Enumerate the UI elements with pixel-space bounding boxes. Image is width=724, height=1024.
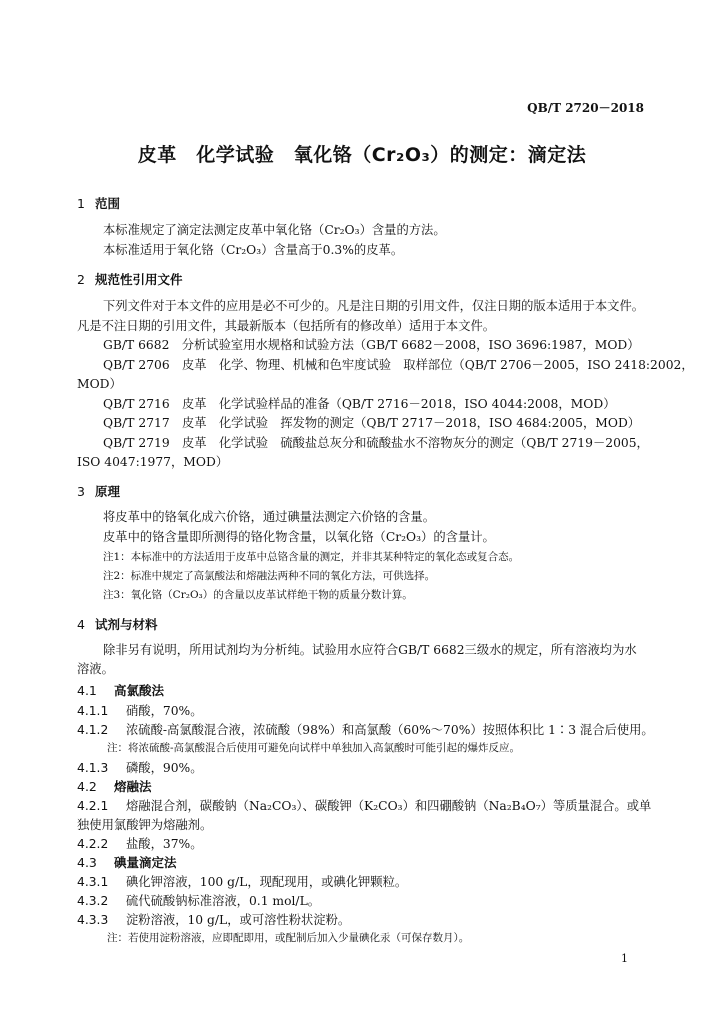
item-number: 4.1.1 (77, 704, 109, 718)
item-text: 硫代硫酸钠标准溶液，0.1 mol/L。 (126, 894, 321, 908)
subsection-number: 4.1 (77, 683, 97, 698)
note-4-1-2: 注：将浓硫酸-高氯酸混合后使用可避免向试样中单独加入高氯酸时可能引起的爆炸反应。 (107, 742, 521, 754)
subsection-title: 熔融法 (114, 779, 152, 794)
section-number: 2 (77, 272, 85, 287)
page-number: 1 (621, 952, 628, 965)
subsection-4-2-heading (77, 777, 152, 795)
item-number: 4.3.1 (77, 875, 109, 889)
principle-paragraph-1: 将皮革中的铬氧化成六价铬，通过碘量法测定六价铬的含量。 (103, 510, 436, 524)
item-text: 盐酸，37%。 (126, 837, 203, 851)
item-4-1-1 (77, 701, 203, 719)
note-1: 注1：本标准中的方法适用于皮革中总铬含量的测定，并非其某种特定的氧化态或复合态。 (103, 551, 520, 563)
item-4-2-2 (77, 834, 203, 852)
section-1-heading (77, 194, 120, 212)
reference-qbt-2719-line-1: QB/T 2719 皮革 化学试验 硫酸盐总灰分和硫酸盐水不溶物灰分的测定（QB/T 2719－2005， (103, 436, 649, 450)
scope-paragraph-2: 本标准适用于氧化铬（Cr₂O₃）含量高于0.3%的皮革。 (103, 243, 404, 257)
reagents-paragraph-line-2: 溶液。 (77, 662, 114, 676)
item-4-1-2 (77, 720, 654, 738)
item-text: 磷酸，90%。 (126, 761, 203, 775)
item-4-3-1 (77, 872, 407, 890)
subsection-4-3-heading (77, 853, 177, 871)
section-number: 1 (77, 196, 85, 211)
section-2-heading (77, 270, 183, 288)
item-text: 浓硫酸-高氯酸混合液，浓硫酸（98%）和高氯酸（60%～70%）按照体积比 1∶3 混合后使用。 (126, 723, 654, 737)
item-number: 4.2.1 (77, 799, 109, 813)
item-text: 硝酸，70%。 (126, 704, 203, 718)
item-number: 4.1.3 (77, 761, 109, 775)
reference-qbt-2719-line-2: ISO 4047:1977，MOD） (77, 455, 229, 469)
item-number: 4.2.2 (77, 837, 109, 851)
scope-paragraph-1: 本标准规定了滴定法测定皮革中氧化铬（Cr₂O₃）含量的方法。 (103, 223, 446, 237)
item-4-2-1 (77, 796, 651, 814)
subsection-4-1-heading (77, 681, 164, 699)
section-4-heading (77, 615, 158, 633)
principle-paragraph-2: 皮革中的铬含量即所测得的铬化物含量，以氧化铬（Cr₂O₃）的含量计。 (103, 530, 495, 544)
reference-qbt-2706-line-2: MOD） (77, 377, 122, 391)
item-text: 淀粉溶液，10 g/L，或可溶性粉状淀粉。 (126, 913, 351, 927)
item-number: 4.3.3 (77, 913, 109, 927)
reference-gbt-6682: GB/T 6682 分析试验室用水规格和试验方法（GB/T 6682－2008，ISO 3696:1987，MOD） (103, 338, 640, 352)
standard-code: QB/T 2720－2018 (527, 101, 644, 115)
references-intro-line-1: 下列文件对于本文件的应用是必不可少的。凡是注日期的引用文件，仅注日期的版本适用于本文件。 (103, 299, 645, 313)
item-4-1-3 (77, 758, 203, 776)
section-title: 规范性引用文件 (95, 272, 183, 287)
note-2: 注2：标准中规定了高氯酸法和熔融法两种不同的氧化方法，可供选择。 (103, 570, 436, 582)
note-4-3-3: 注：若使用淀粉溶液，应即配即用，或配制后加入少量碘化汞（可保存数月）。 (107, 932, 470, 944)
subsection-title: 高氯酸法 (114, 683, 165, 698)
subsection-number: 4.2 (77, 779, 97, 794)
references-intro-line-2: 凡是不注日期的引用文件，其最新版本（包括所有的修改单）适用于本文件。 (77, 319, 496, 333)
reference-qbt-2706-line-1: QB/T 2706 皮革 化学、物理、机械和色牢度试验 取样部位（QB/T 2706－2005，ISO 2418:2002， (103, 358, 694, 372)
item-number: 4.3.2 (77, 894, 109, 908)
reference-qbt-2716: QB/T 2716 皮革 化学试验样品的准备（QB/T 2716－2018，ISO 4044:2008，MOD） (103, 397, 616, 411)
section-number: 4 (77, 617, 85, 632)
subsection-title: 碘量滴定法 (114, 855, 177, 870)
section-title: 试剂与材料 (95, 617, 158, 632)
page-title: 皮革 化学试验 氧化铬（Cr₂O₃）的测定：滴定法 (137, 144, 587, 166)
item-text: 碘化钾溶液，100 g/L，现配现用，或碘化钾颗粒。 (126, 875, 408, 889)
item-text: 熔融混合剂，碳酸钠（Na₂CO₃）、碳酸钾（K₂CO₃）和四硼酸钠（Na₂B₄O₇）等质量混合。或单 (126, 799, 652, 813)
subsection-number: 4.3 (77, 855, 97, 870)
item-4-3-3 (77, 910, 350, 928)
note-3: 注3：氧化铬（Cr₂O₃）的含量以皮革试样绝干物的质量分数计算。 (103, 589, 413, 601)
item-4-2-1-continued: 独使用氯酸钾为熔融剂。 (77, 818, 213, 832)
reagents-paragraph-line-1: 除非另有说明，所用试剂均为分析纯。试验用水应符合GB/T 6682三级水的规定，所有溶液均为水 (103, 643, 637, 657)
section-title: 范围 (95, 196, 121, 211)
section-3-heading (77, 482, 120, 500)
item-4-3-2 (77, 891, 320, 909)
reference-qbt-2717: QB/T 2717 皮革 化学试验 挥发物的测定（QB/T 2717－2018，ISO 4684:2005，MOD） (103, 416, 641, 430)
section-number: 3 (77, 484, 85, 499)
item-number: 4.1.2 (77, 723, 109, 737)
section-title: 原理 (95, 484, 121, 499)
